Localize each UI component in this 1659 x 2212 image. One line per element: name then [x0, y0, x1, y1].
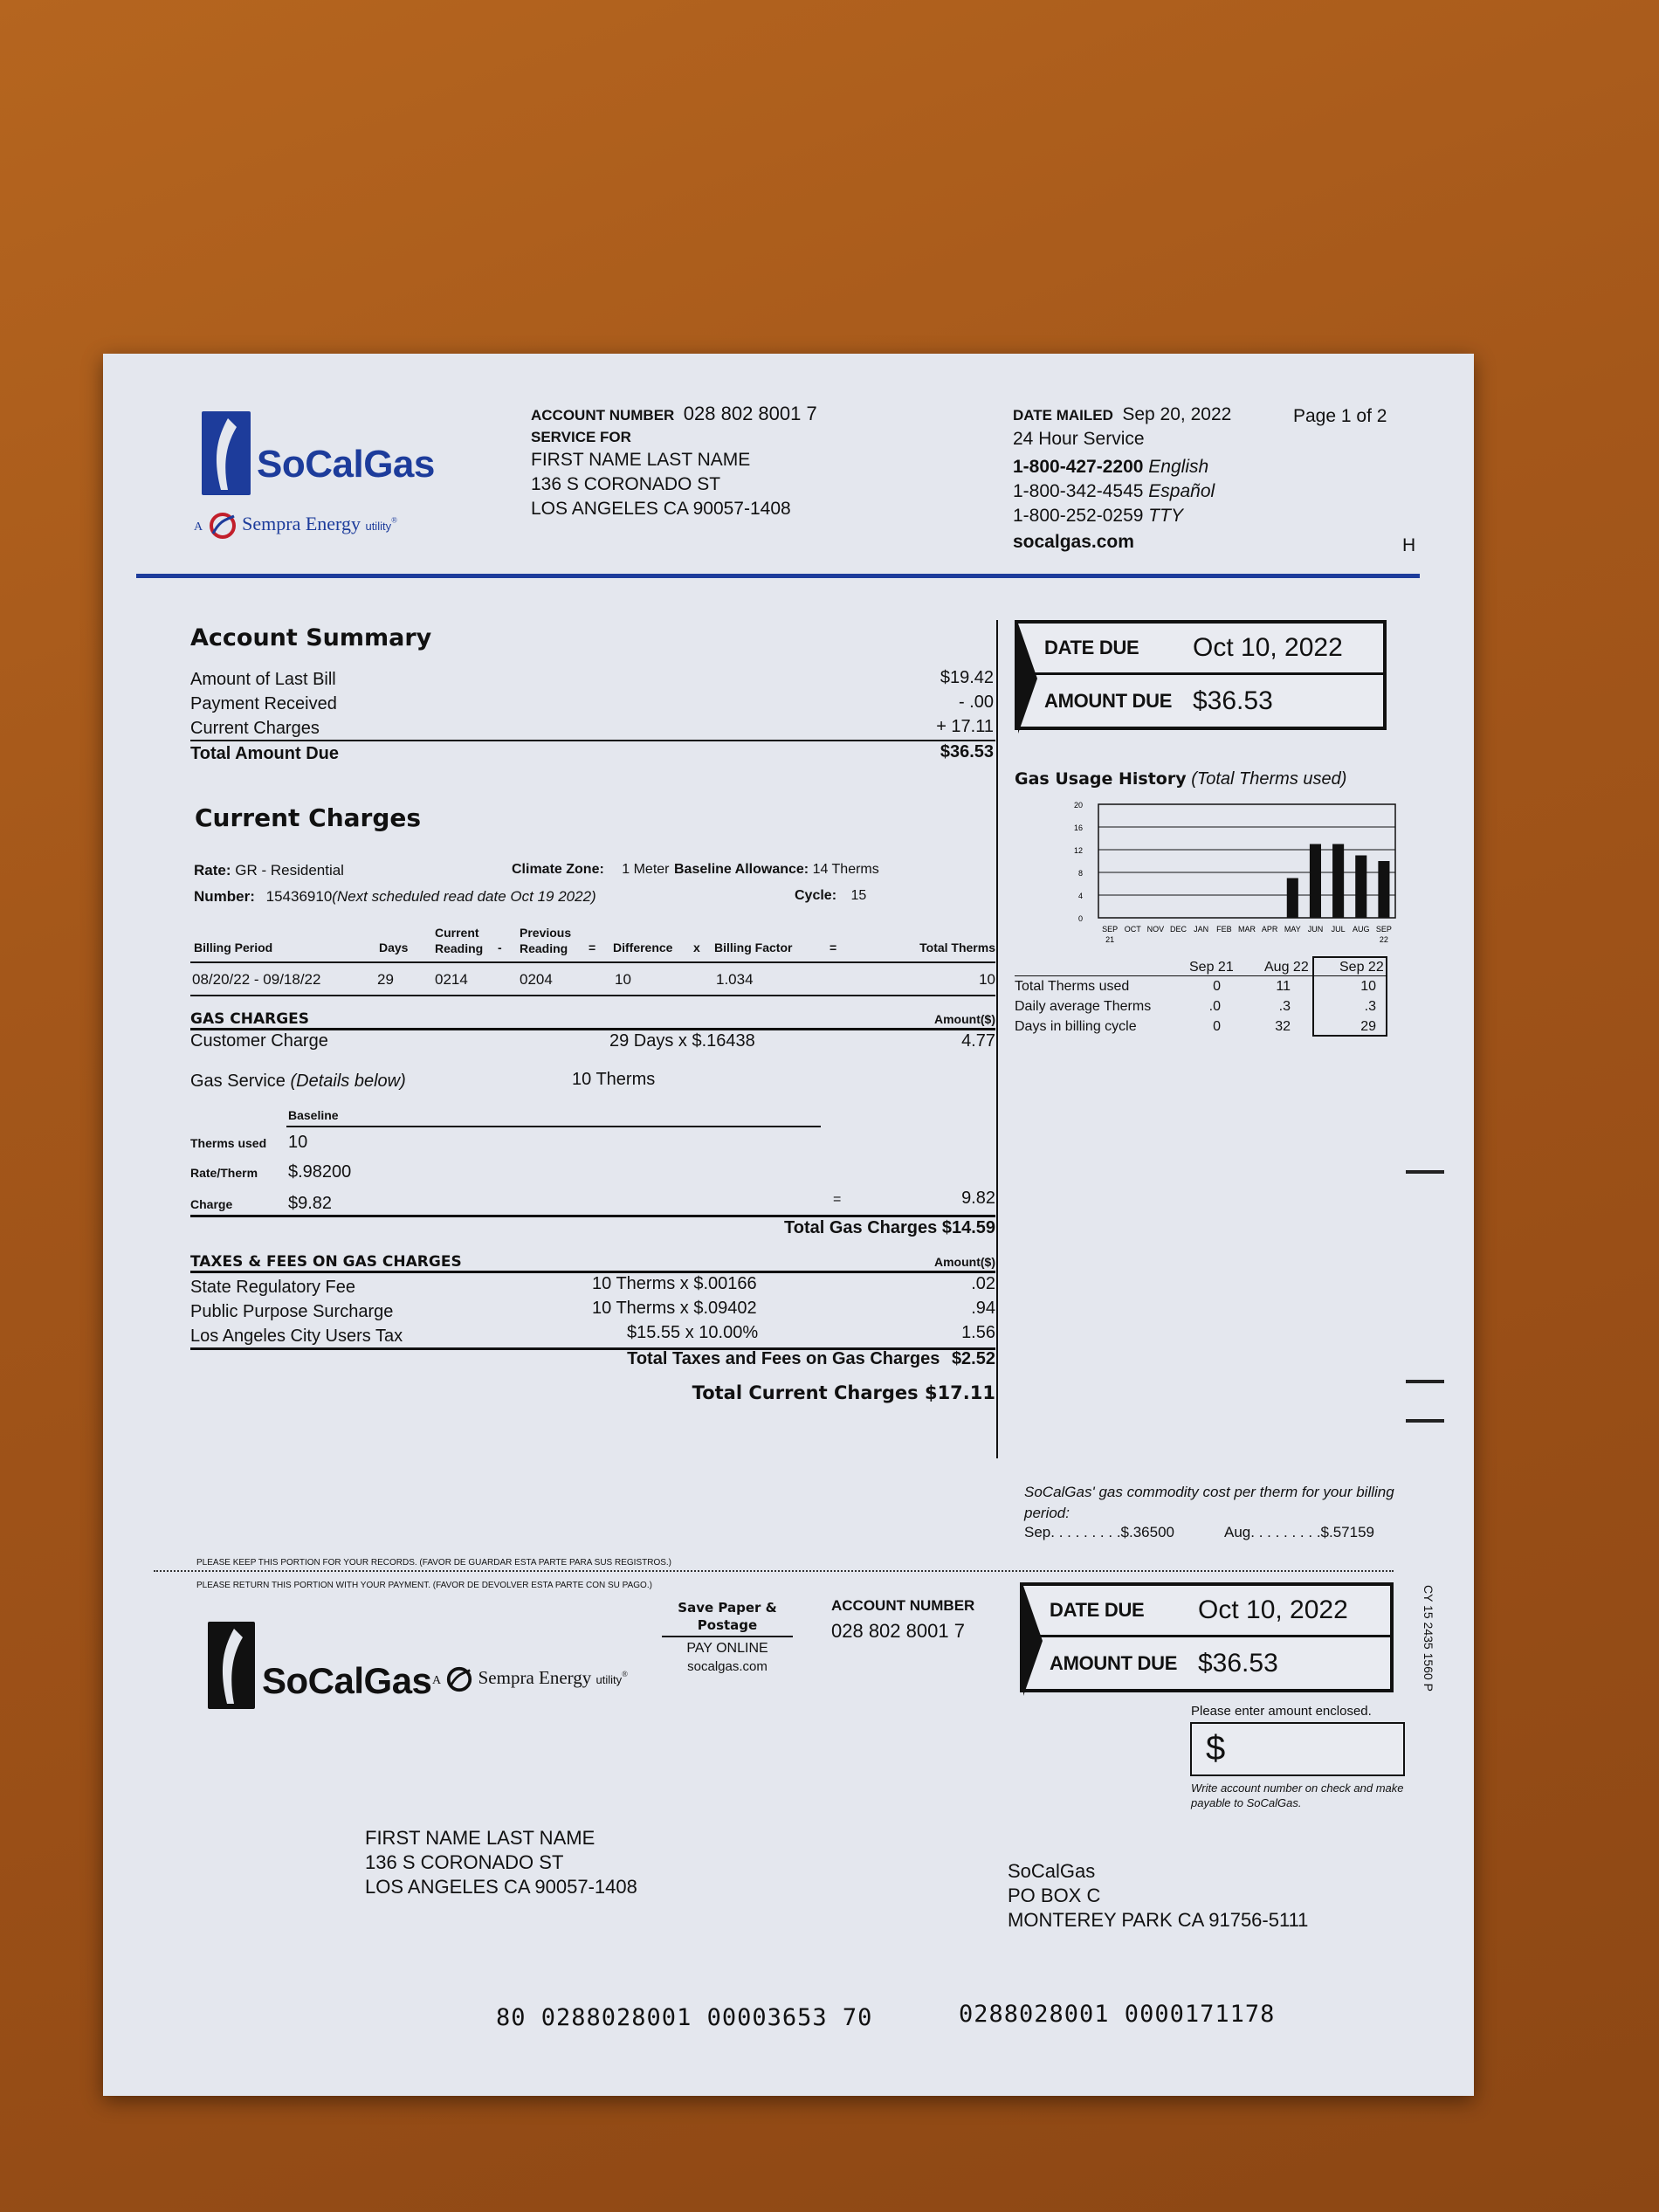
- phone-tty: 1-800-252-0259: [1013, 506, 1144, 526]
- th-difference: Difference: [613, 941, 673, 954]
- usage-row1-v1: .3: [1278, 999, 1291, 1014]
- service-for-label: SERVICE FOR: [531, 429, 631, 445]
- chart-xtick-label: APR: [1261, 925, 1278, 934]
- usage-row-label-2: Days in billing cycle: [1015, 1019, 1137, 1034]
- pay-online-link[interactable]: socalgas.com: [687, 1659, 768, 1674]
- usage-row0-v2: 10: [1360, 979, 1376, 994]
- summary-value-3: $36.53: [940, 742, 994, 761]
- gas-service-therms: 10 Therms: [572, 1070, 656, 1089]
- commodity-aug-label: Aug. . . . . . . . .: [1224, 1524, 1321, 1540]
- summary-label-2: Current Charges: [190, 719, 320, 738]
- side-code: CY 15 2435 1560 P: [1422, 1585, 1435, 1692]
- stub-account-number: 028 802 8001 7: [831, 1620, 965, 1642]
- chart-xtick-label: DEC: [1170, 925, 1187, 934]
- charge-amount: 9.82: [961, 1189, 995, 1208]
- chart-xtick-label: JAN: [1194, 925, 1209, 934]
- chart-xtick-label: NOV: [1146, 925, 1165, 934]
- account-summary-title: Account Summary: [190, 624, 432, 651]
- taxes-amount-header: Amount($): [934, 1255, 995, 1269]
- chart-bar-jun: [1310, 844, 1321, 919]
- th-billing-factor: Billing Factor: [714, 941, 793, 954]
- phone-english-lang: English: [1148, 457, 1209, 477]
- summary-value-2: + 17.11: [936, 717, 994, 736]
- payee-city: MONTEREY PARK CA 91756-5111: [1008, 1909, 1309, 1931]
- baseline-header: Baseline: [288, 1108, 339, 1122]
- customer-name: FIRST NAME LAST NAME: [365, 1827, 595, 1849]
- chart-xtick-label: OCT: [1124, 925, 1141, 934]
- taxes-rule: [190, 1271, 995, 1273]
- stub-logo-text: SoCalGas: [262, 1660, 432, 1701]
- stub-amount-due-label: AMOUNT DUE: [1050, 1651, 1178, 1674]
- date-mailed-label: DATE MAILED: [1013, 407, 1113, 424]
- phone-english: 1-800-427-2200: [1013, 457, 1144, 477]
- header-divider: [136, 574, 1420, 578]
- sempra-text: Sempra Energy: [242, 513, 361, 535]
- meter-difference: 10: [615, 971, 631, 988]
- rate-value: GR - Residential: [235, 862, 344, 879]
- baseline-rule: [286, 1126, 821, 1127]
- sempra-swirl-icon: [208, 511, 237, 541]
- chart-xtick-sublabel: 21: [1105, 935, 1115, 944]
- tax-amount-2: 1.56: [961, 1323, 995, 1342]
- charge-value: $9.82: [288, 1194, 333, 1213]
- usage-row0-v1: 11: [1276, 979, 1291, 994]
- chart-xtick-label: AUG: [1353, 925, 1370, 934]
- gas-charges-rule: [190, 1028, 995, 1030]
- rate-therm-label: Rate/Therm: [190, 1166, 258, 1180]
- usage-row1-v0: .0: [1208, 999, 1221, 1014]
- service-city: LOS ANGELES CA 90057-1408: [531, 499, 791, 519]
- hour-service: 24 Hour Service: [1013, 429, 1145, 449]
- gas-total-rule: [190, 1215, 995, 1217]
- amount-due-label: AMOUNT DUE: [1044, 689, 1173, 712]
- logo-text: SoCalGas: [257, 443, 435, 486]
- commodity-aug-value: $.57159: [1320, 1524, 1374, 1540]
- chart-xtick-label: JUN: [1307, 925, 1324, 934]
- website-link[interactable]: socalgas.com: [1013, 532, 1134, 552]
- gas-service-details: (Details below): [290, 1072, 406, 1091]
- stub-sempra-text: Sempra Energy: [478, 1666, 592, 1688]
- tax-amount-0: .02: [971, 1274, 995, 1293]
- usage-row-label-1: Daily average Therms: [1015, 999, 1152, 1014]
- total-current-charges-label: Total Current Charges: [692, 1382, 919, 1403]
- total-current-charges: $17.11: [924, 1382, 995, 1403]
- usage-row-label-0: Total Therms used: [1015, 979, 1130, 994]
- meter-number: 15436910: [265, 888, 333, 905]
- micr-line-left: 80 0288028001 00003653 70: [496, 2004, 873, 2031]
- usage-col-0: Sep 21: [1189, 960, 1234, 975]
- summary-value-1: - .00: [958, 693, 994, 712]
- th-times: x: [693, 941, 700, 954]
- meter-row-rule: [190, 995, 995, 996]
- chart-ytick-label: 20: [1073, 801, 1083, 810]
- sempra-utility: utility: [365, 520, 392, 534]
- phone-spanish-lang: Español: [1148, 481, 1215, 501]
- summary-label-3: Total Amount Due: [190, 744, 339, 763]
- payee-address: [1008, 1859, 1308, 1933]
- total-taxes: $2.52: [951, 1349, 995, 1368]
- customer-address: [365, 1826, 637, 1899]
- chart-bar-jul: [1332, 844, 1344, 919]
- usage-history-title: Gas Usage History: [1015, 769, 1187, 789]
- meter-header-rule: [190, 961, 995, 963]
- save-paper-rule: [662, 1636, 793, 1637]
- th-previous-reading: Previous Reading: [520, 926, 572, 955]
- stub-date-due-label: DATE DUE: [1050, 1599, 1145, 1621]
- tax-label-2: Los Angeles City Users Tax: [190, 1327, 403, 1346]
- date-mailed: Sep 20, 2022: [1122, 404, 1232, 424]
- taxes-title: TAXES & FEES ON GAS CHARGES: [190, 1253, 462, 1271]
- margin-mark-2: [1406, 1380, 1444, 1383]
- customer-street: 136 S CORONADO ST: [365, 1851, 564, 1873]
- summary-rule: [190, 740, 995, 741]
- chart-ytick-label: 4: [1077, 892, 1083, 900]
- due-box-stub: [1020, 1582, 1394, 1692]
- tax-calc-0: 10 Therms x $.00166: [592, 1274, 757, 1293]
- stub-sempra-a: A: [432, 1673, 442, 1687]
- sempra-logo: A Sempra Energy utility®: [194, 511, 397, 541]
- socalgas-flame-logo-icon: [202, 411, 251, 495]
- chart-ytick-label: 12: [1073, 846, 1083, 855]
- save-paper: Save Paper & Postage: [678, 1600, 777, 1633]
- rate-label: Rate:: [194, 862, 231, 879]
- service-name: FIRST NAME LAST NAME: [531, 450, 751, 470]
- stub-sempra-logo: A Sempra Energy utility®: [432, 1665, 628, 1693]
- chart-xtick-label: JUL: [1331, 925, 1346, 934]
- commodity-sep-label: Sep. . . . . . . . .: [1024, 1524, 1121, 1540]
- usage-row0-v0: 0: [1213, 979, 1221, 994]
- sempra-a: A: [194, 520, 203, 534]
- therms-used-value: 10: [288, 1133, 308, 1152]
- write-note: Write account number on check and make payable to SoCalGas.: [1191, 1781, 1404, 1809]
- climate-label: Climate Zone:: [512, 862, 604, 877]
- summary-label-1: Payment Received: [190, 694, 337, 713]
- charge-label: Charge: [190, 1197, 233, 1211]
- usage-row2-v2: 29: [1360, 1019, 1376, 1034]
- date-due-label: DATE DUE: [1044, 637, 1139, 658]
- phone-spanish: 1-800-342-4545: [1013, 481, 1144, 501]
- usage-history-subtitle: (Total Therms used): [1191, 769, 1347, 789]
- tax-label-1: Public Purpose Surcharge: [190, 1302, 394, 1321]
- chart-xtick-label: FEB: [1216, 925, 1232, 934]
- bill-page: [103, 354, 1474, 2096]
- micr-line-right: 0288028001 0000171178: [959, 2001, 1276, 2028]
- gas-amount-header: Amount($): [934, 1012, 995, 1026]
- next-read-date: (Next scheduled read date Oct 19 2022): [332, 888, 596, 905]
- gas-service-label: Gas Service: [190, 1072, 286, 1091]
- meter-period: 08/20/22 - 09/18/22: [192, 971, 321, 988]
- meter-previous: 0204: [520, 971, 553, 988]
- stub-account-number-label: ACCOUNT NUMBER: [831, 1597, 975, 1614]
- chart-ytick-label: 16: [1073, 823, 1083, 832]
- customer-charge-amount: 4.77: [961, 1031, 995, 1051]
- margin-mark-3: [1406, 1419, 1444, 1423]
- usage-col-1: Aug 22: [1264, 960, 1309, 975]
- meter-factor: 1.034: [716, 971, 754, 988]
- customer-charge-calc: 29 Days x $.16438: [609, 1031, 755, 1051]
- keep-notice: PLEASE KEEP THIS PORTION FOR YOUR RECORDS. (FAVOR DE GUARDAR ESTA PARTE PARA SUS REGISTROS.): [196, 1558, 672, 1568]
- cycle-value: 15: [850, 888, 867, 903]
- enter-amount-label: Please enter amount enclosed.: [1191, 1704, 1372, 1719]
- climate-value: 1 Meter: [622, 862, 670, 877]
- pay-online: PAY ONLINE: [686, 1641, 768, 1656]
- date-due: Oct 10, 2022: [1193, 633, 1343, 662]
- baseline-allowance-value: 14 Therms: [812, 862, 879, 877]
- chart-bar-may: [1287, 879, 1298, 919]
- corner-mark: H: [1402, 535, 1416, 555]
- column-divider: [996, 620, 998, 1458]
- cycle-label: Cycle:: [795, 888, 837, 903]
- charge-equals: =: [833, 1192, 842, 1207]
- stub-flame-logo-icon: [208, 1622, 255, 1709]
- total-taxes-label: Total Taxes and Fees on Gas Charges: [627, 1349, 940, 1368]
- payee-box: PO BOX C: [1008, 1885, 1101, 1906]
- usage-chart: [1037, 797, 1404, 958]
- th-equals-2: =: [830, 941, 837, 954]
- stub-amount-due: $36.53: [1198, 1648, 1278, 1678]
- chart-bar-sep-22: [1378, 861, 1389, 918]
- stub-date-due: Oct 10, 2022: [1198, 1595, 1348, 1624]
- amount-enclosed-input[interactable]: [1190, 1722, 1405, 1776]
- th-equals-1: =: [589, 941, 596, 954]
- return-notice: PLEASE RETURN THIS PORTION WITH YOUR PAYMENT. (FAVOR DE DEVOLVER ESTA PARTE CON SU PAGO.): [196, 1581, 652, 1590]
- rate-therm-value: $.98200: [288, 1162, 352, 1182]
- summary-value-0: $19.42: [940, 668, 994, 687]
- service-street: 136 S CORONADO ST: [531, 474, 721, 494]
- tax-amount-1: .94: [971, 1299, 995, 1318]
- account-block: [531, 403, 817, 520]
- meter-days: 29: [377, 971, 394, 988]
- tax-calc-1: 10 Therms x $.09402: [592, 1299, 757, 1318]
- commodity-text: SoCalGas' gas commodity cost per therm for your billing period:: [1024, 1484, 1394, 1521]
- commodity-sep-value: $.36500: [1120, 1524, 1174, 1540]
- usage-row1-v2: .3: [1364, 999, 1376, 1014]
- th-days: Days: [379, 941, 409, 954]
- th-current-reading: Current Reading: [435, 926, 484, 955]
- chart-frame: [1098, 804, 1395, 918]
- chart-ytick-label: 8: [1077, 869, 1083, 878]
- stub-sempra-utility: utility: [595, 1672, 623, 1686]
- margin-mark-1: [1406, 1170, 1444, 1174]
- chart-xtick-label: SEP: [1102, 925, 1119, 934]
- meter-total: 10: [979, 971, 995, 988]
- th-total-therms: Total Therms: [919, 941, 995, 954]
- therms-used-label: Therms used: [190, 1136, 267, 1150]
- meter-current: 0214: [435, 971, 468, 988]
- th-billing-period: Billing Period: [194, 941, 273, 954]
- contact-block: [1013, 404, 1231, 553]
- chart-xtick-label: SEP: [1375, 925, 1392, 934]
- payee-name: SoCalGas: [1008, 1860, 1096, 1882]
- gas-charges-title: GAS CHARGES: [190, 1010, 310, 1028]
- chart-xtick-label: MAY: [1284, 925, 1301, 934]
- dollar-sign: $: [1206, 1729, 1226, 1768]
- page-number: Page 1 of 2: [1293, 406, 1387, 426]
- th-minus: -: [498, 941, 502, 954]
- customer-charge-label: Customer Charge: [190, 1031, 328, 1051]
- stub-sempra-swirl-icon: [445, 1665, 473, 1693]
- tax-calc-2: $15.55 x 10.00%: [627, 1323, 759, 1342]
- tear-line: [154, 1570, 1394, 1572]
- customer-city: LOS ANGELES CA 90057-1408: [365, 1876, 637, 1898]
- meter-number-label: Number:: [194, 888, 255, 905]
- chart-ytick-label: 0: [1077, 914, 1083, 923]
- account-number: 028 802 8001 7: [683, 403, 817, 424]
- usage-row2-v1: 32: [1275, 1019, 1291, 1034]
- chart-bar-aug: [1355, 856, 1366, 919]
- account-number-label: ACCOUNT NUMBER: [531, 407, 675, 424]
- chart-xtick-label: MAR: [1238, 925, 1256, 934]
- usage-col-2: Sep 22: [1339, 960, 1384, 975]
- usage-row2-v0: 0: [1213, 1019, 1221, 1034]
- phone-tty-lang: TTY: [1148, 506, 1183, 526]
- baseline-allowance-label: Baseline Allowance:: [674, 862, 809, 877]
- summary-label-0: Amount of Last Bill: [190, 670, 336, 689]
- amount-due: $36.53: [1193, 686, 1273, 715]
- total-gas-charges: $14.59: [941, 1218, 995, 1237]
- tax-label-0: State Regulatory Fee: [190, 1278, 355, 1297]
- total-gas-charges-label: Total Gas Charges: [784, 1218, 938, 1237]
- due-box-top: [1015, 620, 1387, 730]
- current-charges-title: Current Charges: [195, 803, 422, 832]
- chart-xtick-sublabel: 22: [1379, 935, 1388, 944]
